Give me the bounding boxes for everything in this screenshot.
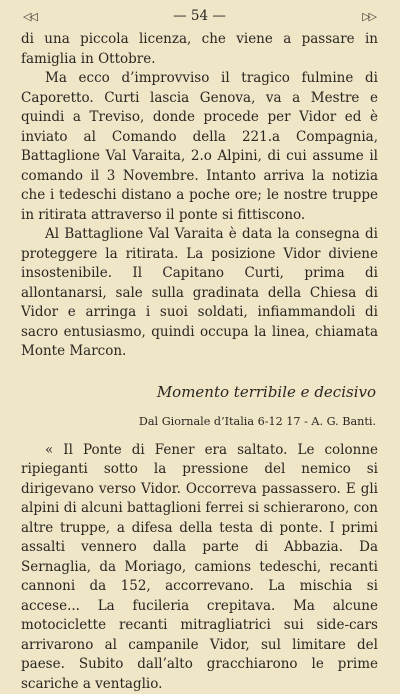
paragraph-1: di una piccola licenza, che viene a passare in famiglia in Ottobre. xyxy=(21,30,378,69)
previous-page-arrows-icon[interactable]: ◁◁ xyxy=(23,11,36,22)
page-header xyxy=(21,6,378,30)
section-title: Momento terribile e decisivo xyxy=(21,383,378,402)
paragraph-3: Al Battaglione Val Varaita è data la consegna di proteggere la ritirata. La posizione Vidor diviene insostenibile. Il Capitano Curti, prima di allontanarsi, sale sulla gradinata della Chiesa di Vidor e arringa i suoi soldati, infiammandoli di sacro entusiasmo, quindi occupa la linea, chiamata Monte Marcon. xyxy=(21,225,378,362)
paragraph-2: Ma ecco d’improvviso il tragico fulmine di Caporetto. Curti lascia Genova, va a Mestre e quindi a Treviso, donde procede per Vidor ed è inviato al Comando della 221.a Compagnia, Battaglione Val Varaita, 2.o Alpini, di cui assume il comando il 3 Novembre. Intanto arriva la notizia che i tedeschi distano a poche ore; le nostre truppe in ritirata attraverso il ponte si fittiscono. xyxy=(21,69,378,225)
source-citation: Dal Giornale d’Italia 6-12 17 - A. G. Banti. xyxy=(21,414,378,429)
next-page-arrows-icon[interactable]: ▷▷ xyxy=(362,11,375,22)
page-number: — 54 — xyxy=(21,8,378,24)
quoted-paragraph: « Il Ponte di Fener era saltato. Le colonne ripieganti sotto la pressione del nemico si dirigevano verso Vidor. Occorreva passassero. E gli alpini di alcuni battaglioni ferrei si schierarono, con altre truppe, a difesa della testa di ponte. I primi assalti vennero dalla parte di Abbazia. Da Sernaglia, da Moriago, camions tedeschi, recanti cannoni da 152, accorrevano. La mischia si accese... La fucileria crepitava. Ma alcune motociclette recanti mitragliatrici sui side-cars arrivarono al campanile Vidor, sul limitare del paese. Subito dall’alto gracchiarono le prime scariche a ventaglio. xyxy=(21,441,378,694)
